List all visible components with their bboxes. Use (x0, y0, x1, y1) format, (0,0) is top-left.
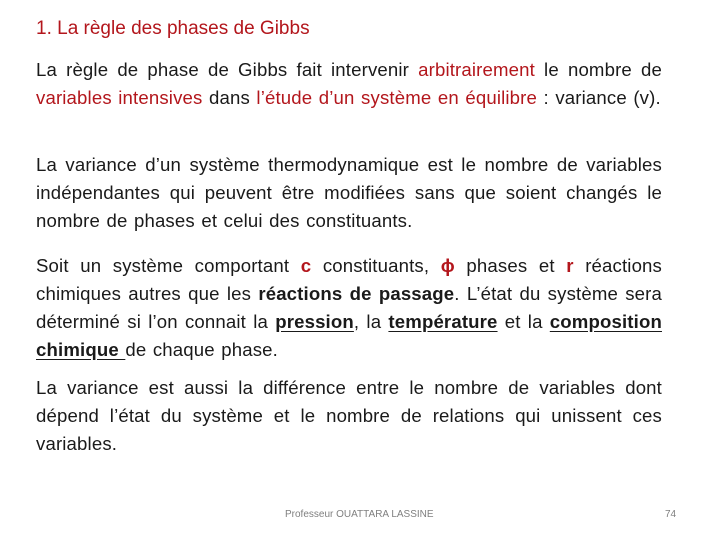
p1-text-4: : (536, 87, 556, 108)
p3-keyword-reactions-passage: réactions de passage (258, 283, 455, 304)
p1-text-2: le nombre de (534, 59, 662, 80)
page-number: 74 (665, 509, 677, 520)
p3-text-4: réactions chimiques autres que les (36, 255, 662, 304)
p3-symbol-c: c (300, 255, 312, 276)
p1-text-3: dans (202, 87, 257, 108)
p3-text-5: . L’état du système sera déterminé si l’on connait la (36, 283, 662, 332)
paragraph-gibbs-rule (36, 56, 662, 112)
p1-keyword-arbitrairement: arbitrairement (418, 59, 535, 80)
paragraph-variance-definition: La variance d’un système thermodynamique est le nombre de variables indépendantes qui peuvent être modifiées sans que soient changés le nombre de phases et celui des constituants. (36, 154, 662, 231)
p3-text-3: phases et (454, 255, 567, 276)
footer-author: Professeur OUATTARA LASSINE (285, 509, 434, 520)
p3-text-7: et la (497, 311, 550, 332)
p1-text-1: La règle de phase de Gibbs fait intervenir (36, 59, 419, 80)
p1-keyword-variance: variance (v) (555, 87, 656, 108)
p3-keyword-temperature: température (388, 311, 498, 332)
p3-text-1: Soit un système comportant (36, 255, 301, 276)
p1-text-5: . (655, 87, 661, 108)
p3-keyword-pression: pression (275, 311, 354, 332)
p1-keyword-etude-systeme: l’étude d’un système en équilibre (256, 87, 537, 108)
slide-title: 1. La règle des phases de Gibbs (36, 18, 310, 39)
paragraph-system-state (36, 252, 662, 364)
paragraph-variance-difference: La variance est aussi la différence entre le nombre de variables dont dépend l’état du système et le nombre de relations qui unissent ces variables. (36, 377, 662, 454)
p3-text-8: de chaque phase. (125, 339, 278, 360)
p3-symbol-r: r (566, 255, 574, 276)
p3-text-2: constituants, (311, 255, 441, 276)
p3-text-6: , la (353, 311, 389, 332)
p1-keyword-variables-intensives: variables intensives (36, 87, 203, 108)
p3-symbol-phi: ϕ (440, 255, 455, 276)
p3-keyword-composition-chimique: composition chimique (36, 311, 662, 360)
